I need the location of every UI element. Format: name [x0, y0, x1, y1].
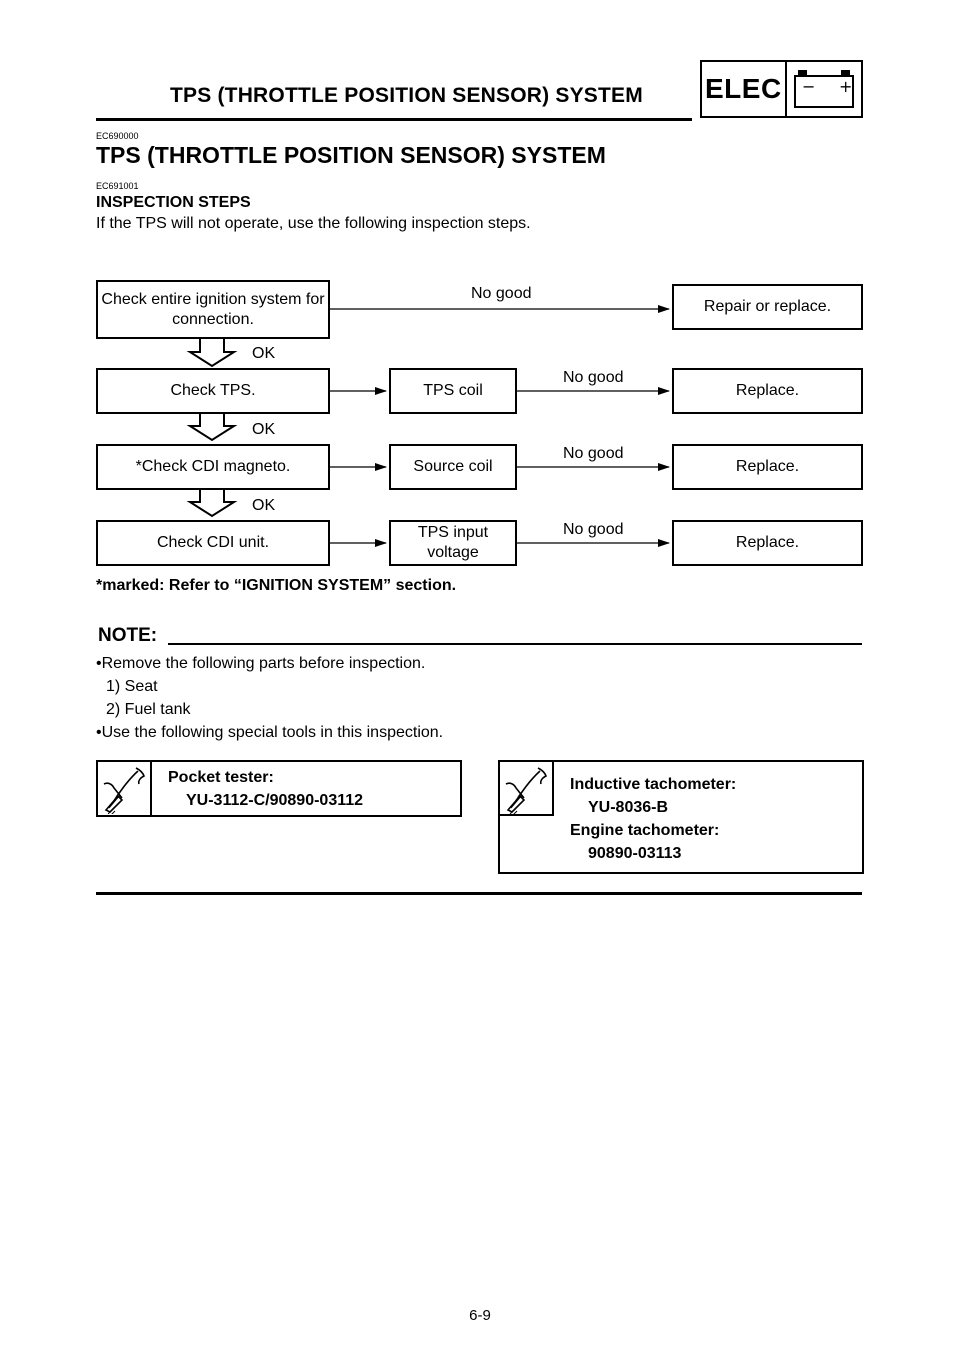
note-end-rule: [96, 892, 862, 895]
flowchart-footnote: *marked: Refer to “IGNITION SYSTEM” section.: [96, 577, 457, 594]
page-number: 6-9: [469, 1307, 491, 1324]
elec-badge-label: ELEC: [705, 73, 782, 104]
check-cdi-magneto-box: *Check CDI magneto.: [96, 444, 330, 490]
repair-or-replace-box: Repair or replace.: [672, 284, 863, 330]
tps-coil-box: TPS coil: [389, 368, 517, 414]
battery-plus: +: [839, 77, 853, 96]
intro-text: If the TPS will not operate, use the following inspection steps.: [96, 215, 531, 232]
tool-box-tachometers: [498, 760, 864, 874]
tool-icon-cell: [500, 762, 554, 816]
note-step-2: 2) Fuel tank: [106, 701, 191, 718]
subsection-code: EC691001: [96, 181, 139, 191]
ok-label-2: OK: [252, 421, 276, 438]
note-step-1: 1) Seat: [106, 678, 158, 695]
replace-box-4: Replace.: [672, 520, 863, 566]
ok-label-3: OK: [252, 497, 276, 514]
tool-part-engine-tachometer: 90890-03113: [588, 845, 682, 862]
ok-down-arrow-3: [190, 489, 234, 516]
tool-part-pocket-tester: YU-3112-C/90890-03112: [186, 792, 364, 809]
no-good-label-3: No good: [563, 445, 624, 462]
check-tps-box: Check TPS.: [96, 368, 330, 414]
note-rule: [168, 643, 862, 645]
wrench-icon: [500, 762, 552, 814]
no-good-label-1: No good: [471, 285, 532, 302]
section-code: EC690000: [96, 131, 139, 141]
note-bullet-1: •Remove the following parts before inspection.: [96, 655, 426, 672]
wrench-icon: [98, 762, 150, 814]
subsection-title: INSPECTION STEPS: [96, 194, 251, 211]
check-cdi-unit-box: Check CDI unit.: [96, 520, 330, 566]
tool-icon-cell: [98, 762, 152, 815]
note-label: NOTE:: [98, 625, 158, 646]
ok-label-1: OK: [252, 345, 276, 362]
replace-box-3: Replace.: [672, 444, 863, 490]
note-bullet-2: •Use the following special tools in this inspection.: [96, 724, 444, 741]
battery-minus: −: [802, 77, 816, 96]
ok-down-arrow-1: [190, 339, 234, 366]
replace-box-2: Replace.: [672, 368, 863, 414]
page-header-title: TPS (THROTTLE POSITION SENSOR) SYSTEM: [170, 84, 643, 107]
source-coil-box: Source coil: [389, 444, 517, 490]
ok-down-arrow-2: [190, 413, 234, 440]
tool-box-pocket-tester: [96, 760, 462, 817]
tool-name-pocket-tester: Pocket tester:: [168, 769, 274, 786]
check-ignition-box: Check entire ignition system for connection.: [96, 280, 330, 339]
tool-name-inductive-tachometer: Inductive tachometer:: [570, 776, 737, 793]
tool-name-engine-tachometer: Engine tachometer:: [570, 822, 720, 839]
section-title: TPS (THROTTLE POSITION SENSOR) SYSTEM: [96, 142, 606, 168]
no-good-label-4: No good: [563, 521, 624, 538]
tool-part-inductive-tachometer: YU-8036-B: [588, 799, 669, 816]
tps-input-voltage-box: TPS input voltage: [389, 520, 517, 566]
no-good-label-2: No good: [563, 369, 624, 386]
